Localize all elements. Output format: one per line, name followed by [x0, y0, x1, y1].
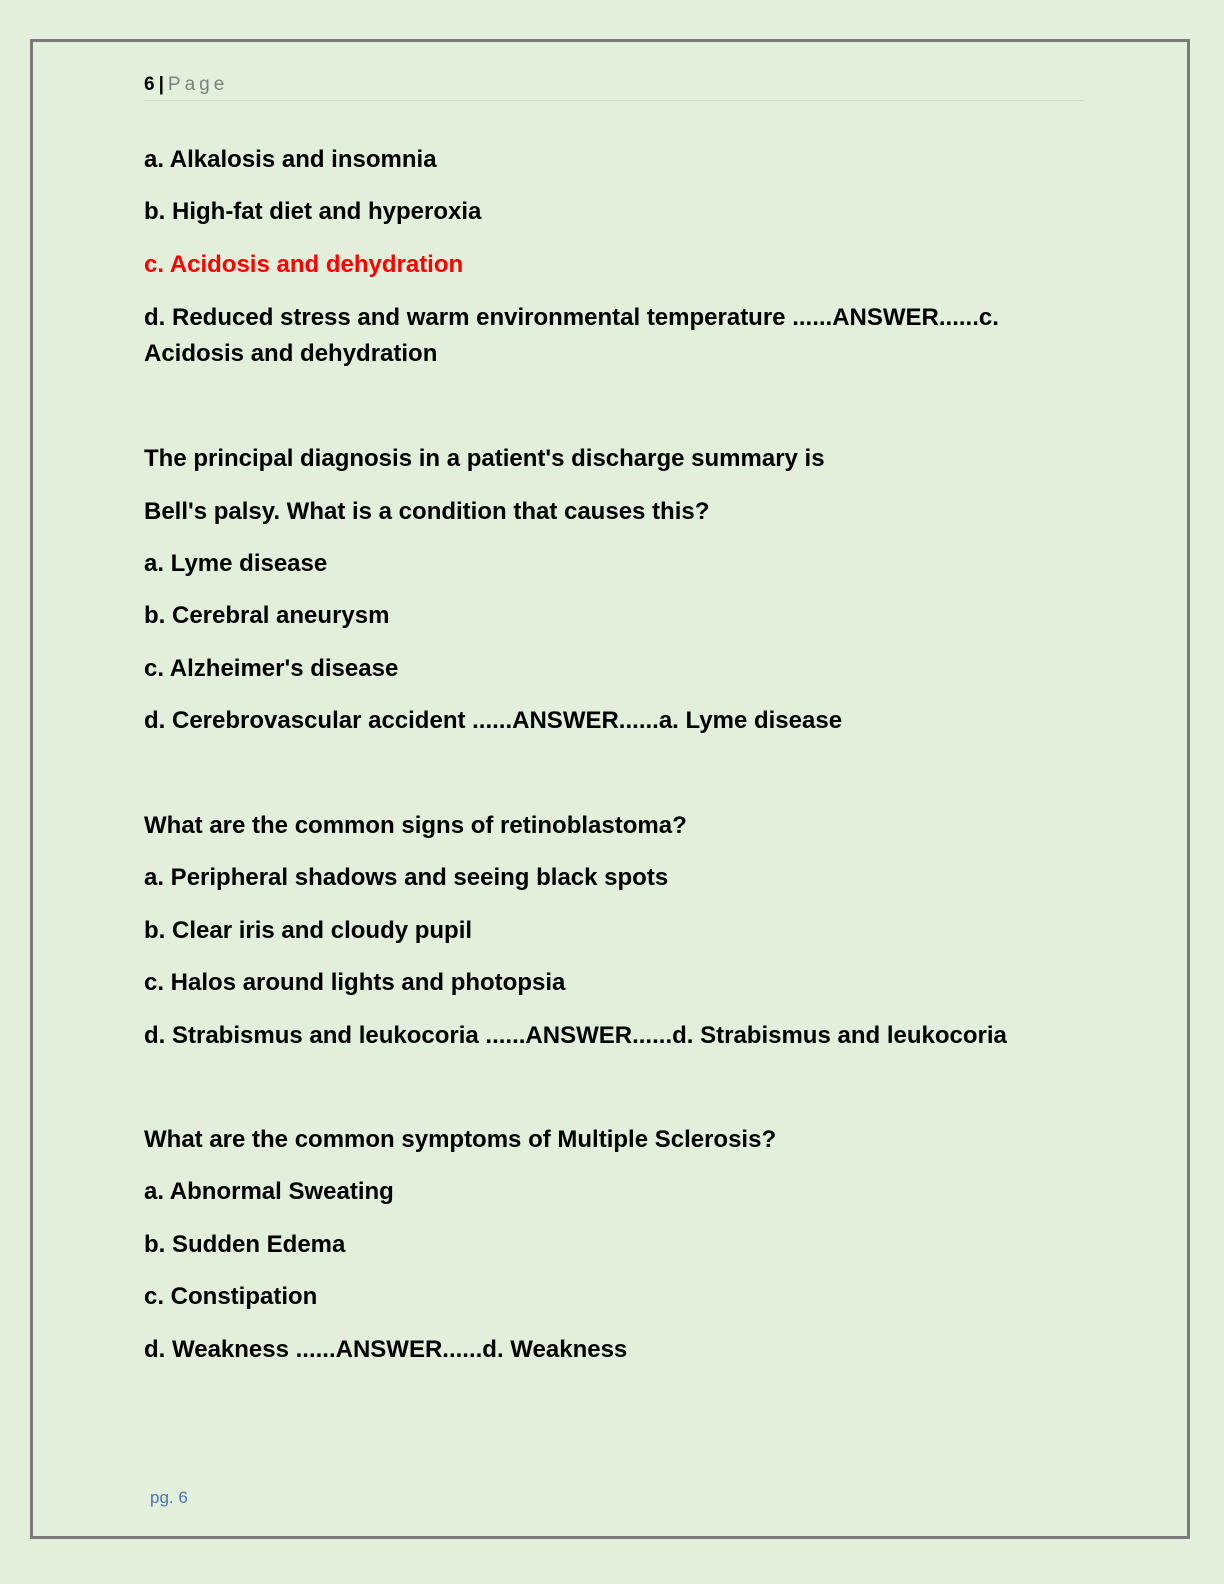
- header-page-word: Page: [167, 74, 229, 95]
- q2-question-line2: Bell's palsy. What is a condition that causes this?: [144, 498, 710, 525]
- page-footer: pg. 6: [150, 1488, 188, 1507]
- q1-option-d: d. Reduced stress and warm environmental temperature ......ANSWER......c.: [144, 304, 999, 331]
- q4-option-d: d. Weakness ......ANSWER......d. Weakness: [144, 1336, 628, 1363]
- q2-option-d: d. Cerebrovascular accident ......ANSWER......a. Lyme disease: [144, 707, 843, 734]
- q3-option-d: d. Strabismus and leukocoria ......ANSWER......d. Strabismus and leukocoria: [144, 1022, 1007, 1049]
- header-separator: |: [158, 74, 164, 95]
- q4-option-b: b. Sudden Edema: [144, 1231, 346, 1258]
- q2-option-c: c. Alzheimer's disease: [144, 655, 399, 682]
- page-header: [144, 72, 1084, 101]
- q2-option-a: a. Lyme disease: [144, 550, 328, 577]
- q3-option-c: c. Halos around lights and photopsia: [144, 969, 566, 996]
- header-page-number: 6: [144, 74, 155, 95]
- q4-option-c: c. Constipation: [144, 1283, 318, 1310]
- q1-option-a: a. Alkalosis and insomnia: [144, 146, 437, 173]
- q1-option-d-continued: Acidosis and dehydration: [144, 340, 438, 367]
- q1-option-c-highlighted: c. Acidosis and dehydration: [144, 251, 464, 278]
- q4-question: What are the common symptoms of Multiple Sclerosis?: [144, 1126, 777, 1153]
- q1-option-b: b. High-fat diet and hyperoxia: [144, 198, 482, 225]
- q4-option-a: a. Abnormal Sweating: [144, 1178, 394, 1205]
- q3-option-a: a. Peripheral shadows and seeing black spots: [144, 864, 669, 891]
- q2-option-b: b. Cerebral aneurysm: [144, 602, 390, 629]
- q3-question: What are the common signs of retinoblastoma?: [144, 812, 687, 839]
- q2-question-line1: The principal diagnosis in a patient's discharge summary is: [144, 445, 825, 472]
- q3-option-b: b. Clear iris and cloudy pupil: [144, 917, 473, 944]
